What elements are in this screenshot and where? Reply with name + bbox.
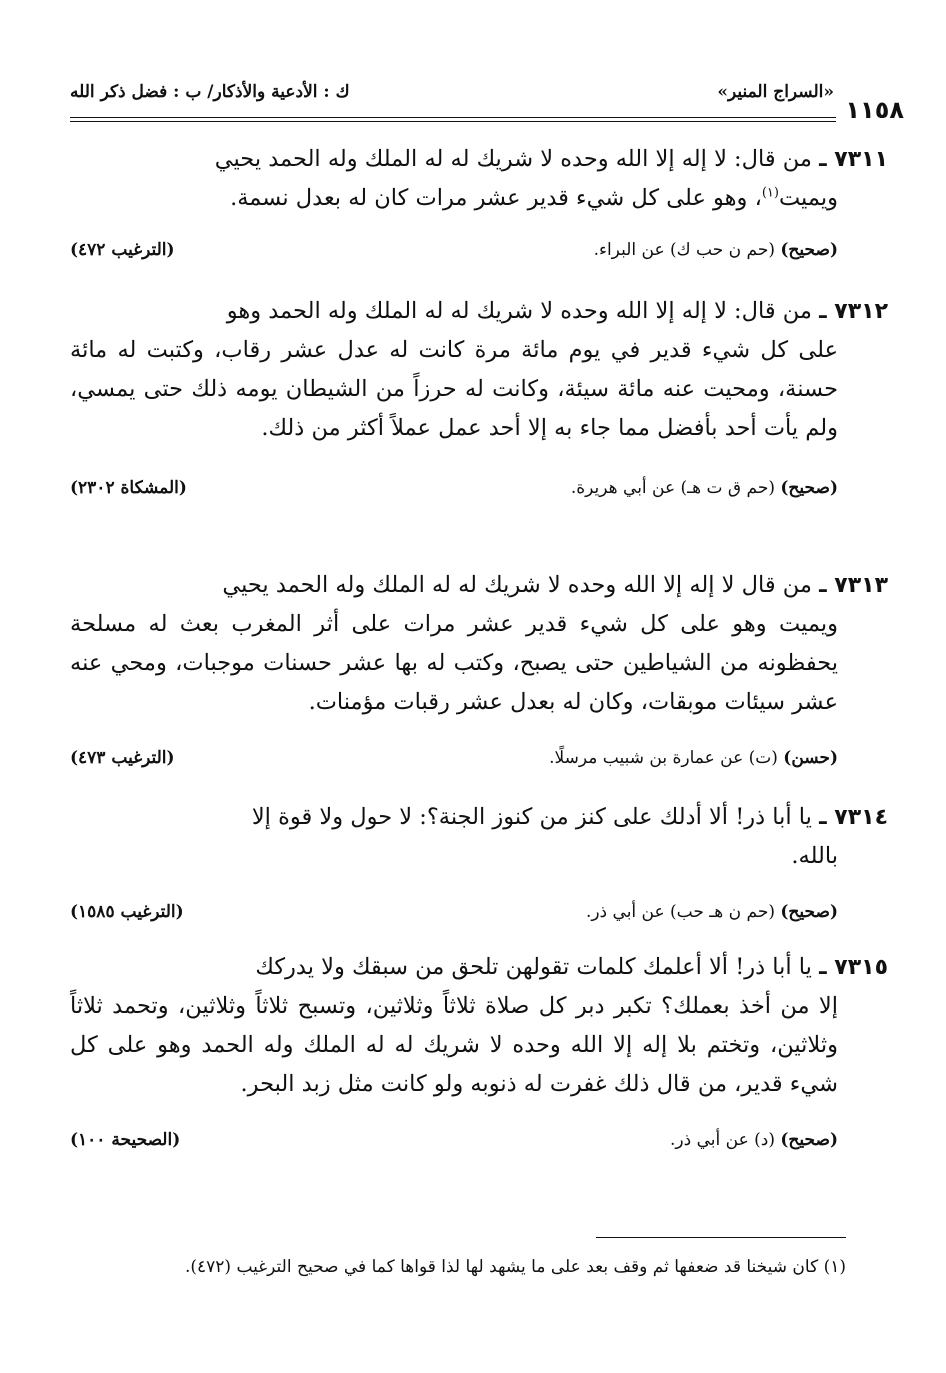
grading xyxy=(571,478,838,498)
hadith-number: ٧٣١٢ ـ xyxy=(819,299,888,324)
hadith-entry xyxy=(70,292,888,510)
hadith-text-cont: ، وهو على كل شيء قدير عشر مرات كان له بعدل نسمة. xyxy=(230,185,762,211)
hadith-number: ٧٣١٣ ـ xyxy=(819,573,888,598)
hadith-text-cont: ويميت وهو على كل شيء قدير عشر مرات على أثر المغرب بعث له مسلحة يحفظونه من الشياطين حتى يصبح، وكتب له بها عشر حسنات موجبات، ومحي عنه عشر سيئات موبقات، وكان له بعدل عشر رقبات مؤمنات. xyxy=(70,611,838,715)
reference: (المشكاة ٢٣٠٢) xyxy=(70,478,187,498)
reference: (الترغيب ٤٧٣) xyxy=(70,748,175,768)
grade-label: (صحيح) xyxy=(780,902,838,922)
hadith-text-line: من قال: لا إله إلا الله وحده لا شريك له له الملك وله الحمد يحيي xyxy=(214,146,812,172)
footnote xyxy=(70,1253,846,1281)
hadith-text-cont: ويميت xyxy=(778,185,838,211)
footnote-marker: (١) xyxy=(761,185,779,201)
grading xyxy=(549,748,838,768)
hadith-entry xyxy=(70,798,888,934)
hadith-text xyxy=(70,140,888,218)
hadith-entry xyxy=(70,140,888,272)
chapter-title: ك : الأدعية والأذكار/ ب : فضل ذكر الله xyxy=(70,82,350,102)
footnote-text: كان شيخنا قد ضعفها ثم وقف بعد على ما يشهد لها لذا قواها كما في صحيح الترغيب (٤٧٢). xyxy=(184,1257,819,1277)
source-list: (د) عن أبي ذر. xyxy=(670,1130,775,1150)
running-header xyxy=(70,72,904,124)
hadith-text-line: يا أبا ذر! ألا أدلك على كنز من كنوز الجنة؟: لا حول ولا قوة إلا xyxy=(251,804,812,830)
hadith-text-cont: على كل شيء قدير في يوم مائة مرة كانت له عدل عشر رقاب، وكتبت له مائة حسنة، ومحيت عنه مائة سيئة، وكانت له حرزاً من الشيطان يومه ذلك حتى يمسي، ولم يأت أحد بأفضل مما جاء به إلا أحد عمل عملاً أكثر من ذلك. xyxy=(70,337,838,441)
page-number: ١١٥٨ xyxy=(845,96,904,124)
hadith-text-line: يا أبا ذر! ألا أعلمك كلمات تقولهن تلحق من سبقك ولا يدركك xyxy=(255,954,812,980)
hadith-text-line: من قال لا إله إلا الله وحده لا شريك له له الملك وله الحمد يحيي xyxy=(222,572,812,598)
grade-label: (صحيح) xyxy=(780,478,838,498)
grading xyxy=(594,240,838,260)
hadith-entry xyxy=(70,948,888,1162)
source-row xyxy=(70,240,888,272)
grading xyxy=(586,902,838,922)
reference: (الترغيب ٤٧٢) xyxy=(70,240,175,260)
source-list: (ت) عن عمارة بن شبيب مرسلًا. xyxy=(549,748,778,768)
header-rule xyxy=(70,117,836,118)
source-row xyxy=(70,748,888,780)
source-row xyxy=(70,478,888,510)
grading xyxy=(670,1130,838,1150)
hadith-text-cont: إلا من أخذ بعملك؟ تكبر دبر كل صلاة ثلاثاً وثلاثين، وتسبح ثلاثاً وثلاثين، وتحمد ثلاثاً وثلاثين، وتختم بلا إله إلا الله وحده لا شريك له له الملك وله الحمد وهو على كل شيء قدير، من قال ذلك غفرت له ذنوبه ولو كانت مثل زبد البحر. xyxy=(70,993,838,1097)
book-title: «السراج المنير» xyxy=(717,82,834,102)
footnote-rule xyxy=(596,1237,846,1238)
source-list: (حم ق ت هـ) عن أبي هريرة. xyxy=(570,478,775,498)
hadith-text xyxy=(70,948,888,1104)
source-list: (حم ن حب ك) عن البراء. xyxy=(593,240,775,260)
hadith-text-cont: بالله. xyxy=(791,843,838,869)
reference: (الصحيحة ١٠٠) xyxy=(70,1130,181,1150)
hadith-number: ٧٣١١ ـ xyxy=(819,147,888,172)
reference: (الترغيب ١٥٨٥) xyxy=(70,902,184,922)
hadith-text xyxy=(70,798,888,876)
hadith-text xyxy=(70,292,888,448)
grade-label: (حسن) xyxy=(783,748,838,768)
grade-label: (صحيح) xyxy=(780,240,838,260)
hadith-number: ٧٣١٥ ـ xyxy=(819,955,888,980)
source-row xyxy=(70,1130,888,1162)
hadith-entry xyxy=(70,566,888,780)
hadith-text xyxy=(70,566,888,722)
header-rule-double xyxy=(70,121,836,122)
source-list: (حم ن هـ حب) عن أبي ذر. xyxy=(585,902,775,922)
hadith-number: ٧٣١٤ ـ xyxy=(819,805,888,830)
hadith-text-line: من قال: لا إله إلا الله وحده لا شريك له له الملك وله الحمد وهو xyxy=(226,298,812,324)
grade-label: (صحيح) xyxy=(780,1130,838,1150)
footnote-number: (١) xyxy=(823,1257,846,1277)
source-row xyxy=(70,902,888,934)
